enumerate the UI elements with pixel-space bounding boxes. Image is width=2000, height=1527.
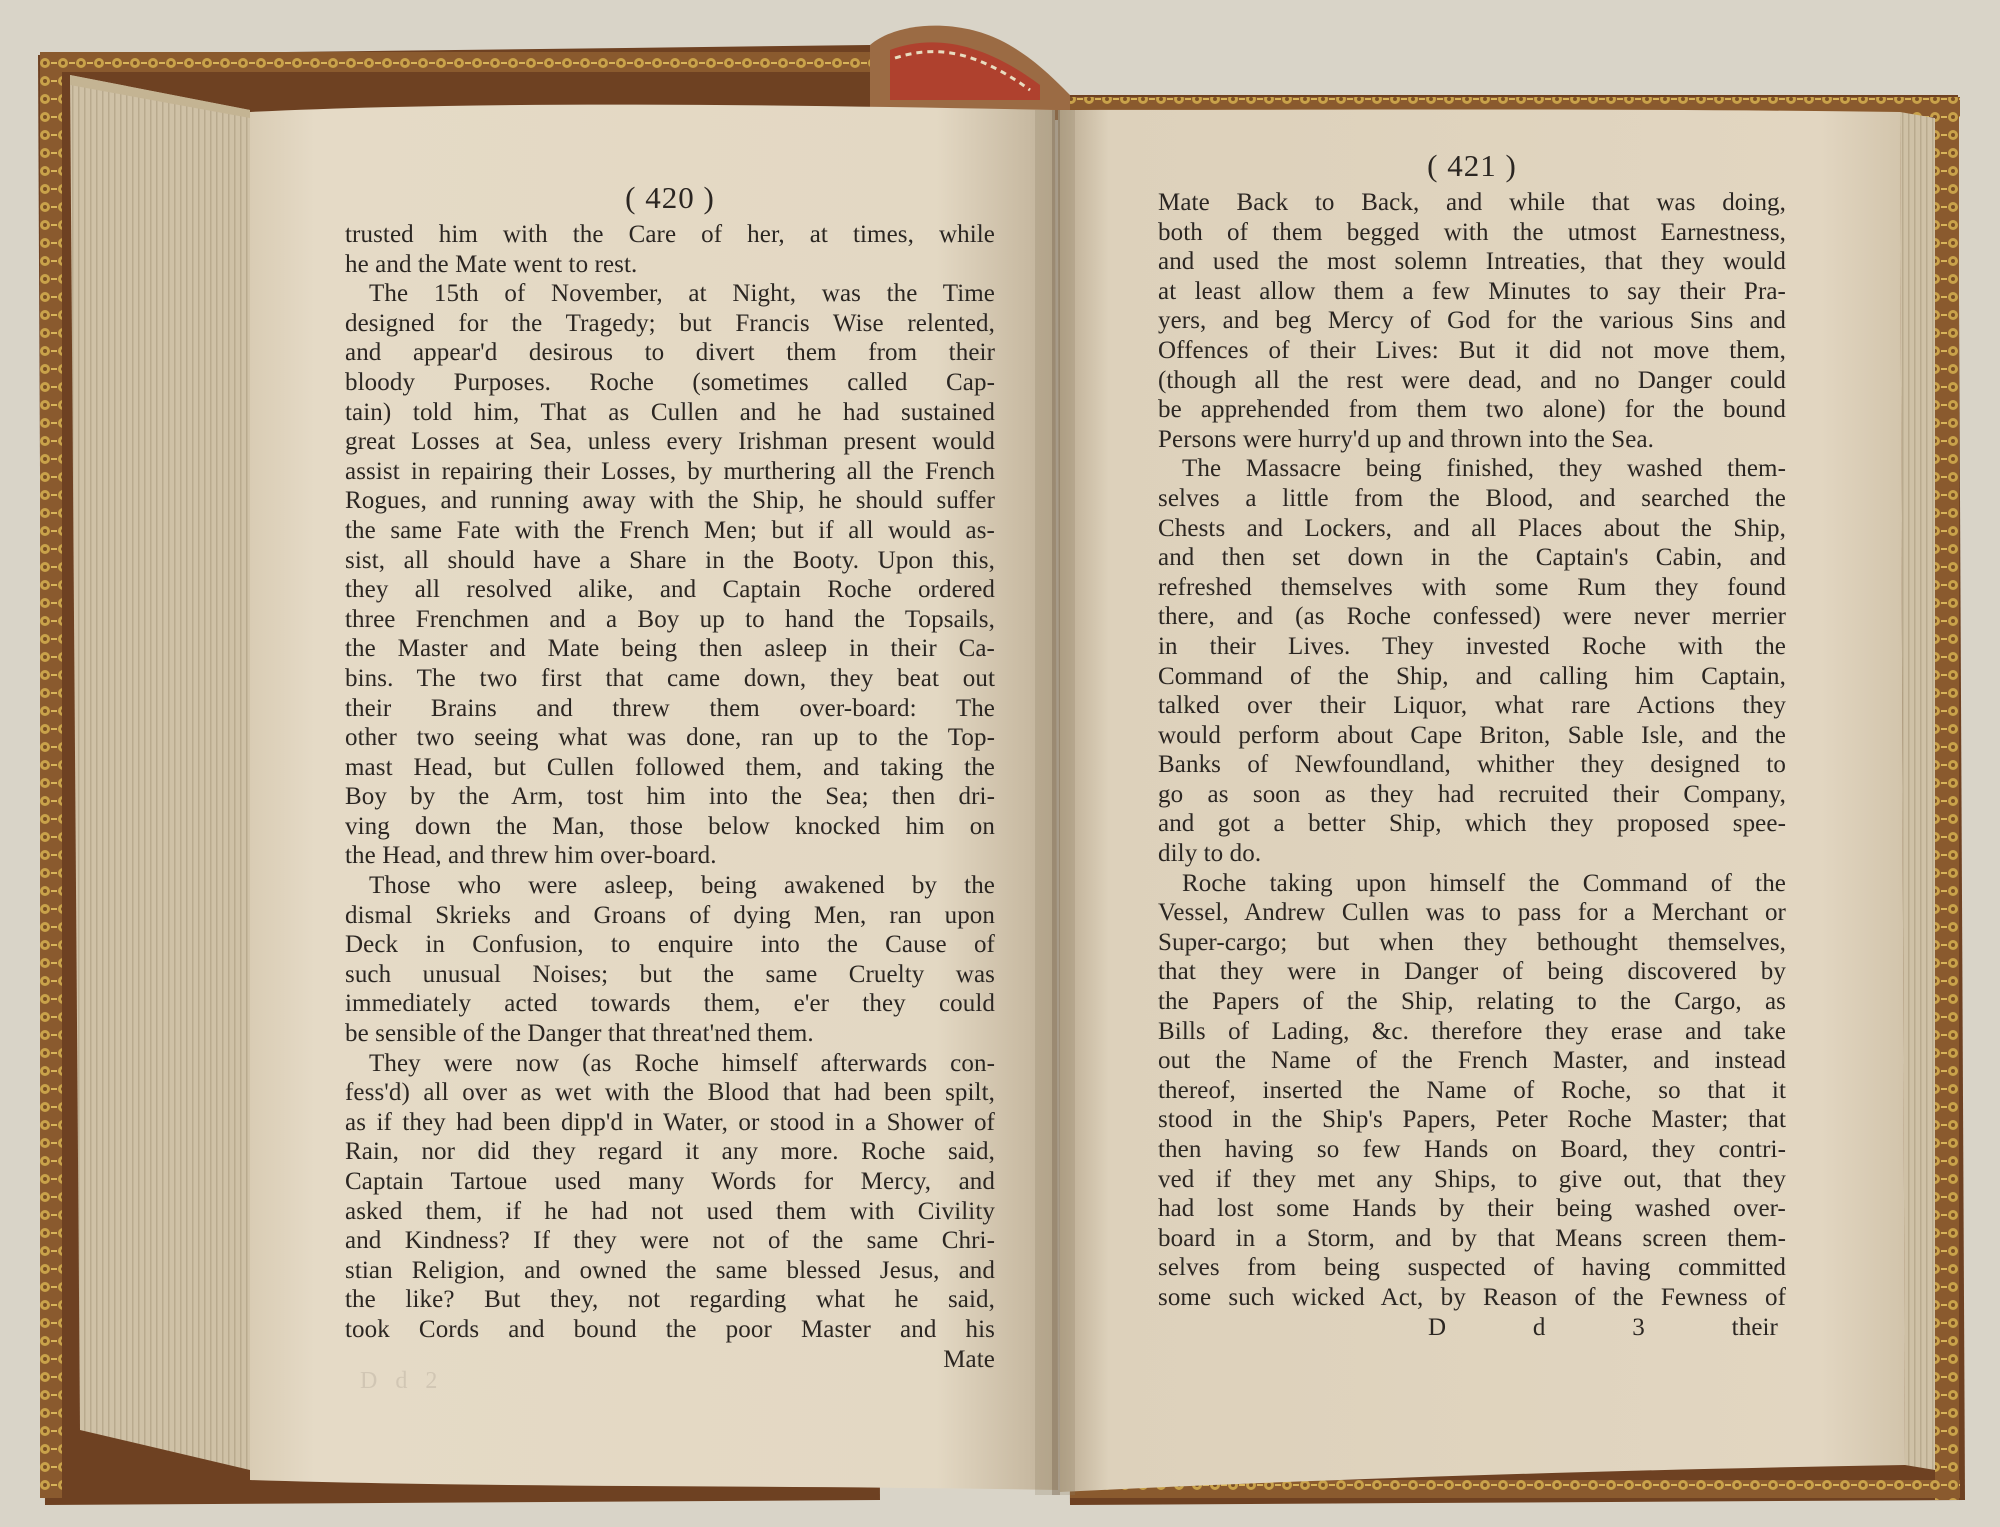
text-line: Rogues, and running away with the Ship, he should suffer bbox=[345, 487, 995, 515]
text-line: the same Fate with the French Men; but if all would as- bbox=[345, 516, 995, 544]
text-line: the like? But they, not regarding what he said, bbox=[345, 1286, 995, 1314]
text-line: Persons were hurry'd up and thrown into the Sea. bbox=[1158, 425, 1655, 453]
text-line: Offences of their Lives: But it did not move them, bbox=[1158, 336, 1786, 364]
text-line: and used the most solemn Intreaties, that they would bbox=[1158, 248, 1786, 276]
right-page bbox=[1158, 148, 1786, 1342]
text-line: Deck in Confusion, to enquire into the Cause of bbox=[345, 931, 995, 959]
text-line: out the Name of the French Master, and instead bbox=[1158, 1047, 1786, 1075]
text-line: ving down the Man, those below knocked him on bbox=[345, 812, 995, 840]
text-line: assist in repairing their Losses, by murthering all the French bbox=[345, 457, 995, 485]
text-line: tain) told him, That as Cullen and he had sustained bbox=[345, 398, 995, 426]
text-line: took Cords and bound the poor Master and his bbox=[345, 1315, 995, 1343]
catchword: their bbox=[1731, 1313, 1778, 1341]
text-line: dily to do. bbox=[1158, 840, 1262, 868]
text-line: as if they had been dipp'd in Water, or stood in a Shower of bbox=[345, 1108, 995, 1136]
text-line: stian Religion, and owned the same blessed Jesus, and bbox=[345, 1256, 995, 1284]
page-number: ( 421 ) bbox=[1427, 148, 1517, 183]
text-line: then having so few Hands on Board, they contri- bbox=[1158, 1136, 1786, 1163]
text-line: The 15th of November, at Night, was the Time bbox=[369, 280, 995, 308]
text-line: trusted him with the Care of her, at times, while bbox=[345, 221, 995, 248]
text-line: the Papers of the Ship, relating to the Cargo, as bbox=[1158, 988, 1786, 1016]
signature-mark: D d 3 bbox=[1428, 1313, 1645, 1341]
text-line: talked over their Liquor, what rare Actions they bbox=[1158, 692, 1786, 720]
text-line: Roche taking upon himself the Command of the bbox=[1182, 869, 1786, 897]
text-line: at least allow them a few Minutes to say their Pra- bbox=[1158, 277, 1786, 305]
text-line: The Massacre being finished, they washed them- bbox=[1182, 455, 1786, 483]
text-line: three Frenchmen and a Boy up to hand the Topsails, bbox=[345, 605, 995, 633]
text-line: and then set down in the Captain's Cabin, and bbox=[1158, 544, 1786, 572]
text-line: mast Head, but Cullen followed them, and taking the bbox=[345, 753, 995, 781]
text-line: Chests and Lockers, and all Places about the Ship, bbox=[1158, 514, 1786, 542]
text-line: be apprehended from them two alone) for the bound bbox=[1158, 396, 1786, 424]
text-line: Super-cargo; but when they bethought themselves, bbox=[1158, 928, 1786, 956]
text-line: Rain, nor did they regard it any more. Roche said, bbox=[345, 1138, 995, 1166]
text-line: Bills of Lading, &c. therefore they erase and take bbox=[1158, 1017, 1786, 1045]
text-line: immediately acted towards them, e'er they could bbox=[345, 990, 995, 1018]
text-line: Command of the Ship, and calling him Captain, bbox=[1158, 662, 1786, 690]
text-line: and got a better Ship, which they proposed spee- bbox=[1158, 810, 1786, 838]
text-line: sist, all should have a Share in the Booty. Upon this, bbox=[345, 546, 995, 574]
text-line: They were now (as Roche himself afterwards con- bbox=[369, 1049, 995, 1077]
text-line: be sensible of the Danger that threat'ned them. bbox=[345, 1020, 814, 1048]
left-page bbox=[345, 180, 995, 1374]
page-number: ( 420 ) bbox=[625, 180, 715, 215]
text-line: and Kindness? If they were not of the same Chri- bbox=[345, 1227, 995, 1255]
text-line: Mate Back to Back, and while that was doing, bbox=[1158, 189, 1786, 216]
text-line: asked them, if he had not used them with Civility bbox=[345, 1197, 995, 1225]
text-line: great Losses at Sea, unless every Irishman present would bbox=[345, 428, 995, 456]
catchword: Mate bbox=[943, 1345, 995, 1373]
text-line: and appear'd desirous to divert them from their bbox=[345, 339, 995, 367]
text-line: bloody Purposes. Roche (sometimes called Cap- bbox=[345, 368, 995, 396]
text-line: ved if they met any Ships, to give out, that they bbox=[1158, 1165, 1786, 1193]
text-line: the Head, and threw him over-board. bbox=[345, 842, 717, 870]
text-line: go as soon as they had recruited their Company, bbox=[1158, 780, 1786, 808]
text-line: yers, and beg Mercy of God for the various Sins and bbox=[1158, 307, 1786, 335]
text-line: had lost some Hands by their being washed over- bbox=[1158, 1195, 1786, 1223]
text-line: stood in the Ship's Papers, Peter Roche Master; that bbox=[1158, 1106, 1786, 1134]
text-line: fess'd) all over as wet with the Blood that had been spilt, bbox=[345, 1079, 995, 1107]
page-footer bbox=[1158, 1313, 1786, 1343]
text-line: selves a little from the Blood, and searched the bbox=[1158, 484, 1786, 512]
text-line: there, and (as Roche confessed) were never merrier bbox=[1158, 603, 1786, 631]
text-line: their Brains and threw them over-board: The bbox=[345, 694, 995, 722]
text-line: that they were in Danger of being discovered by bbox=[1158, 958, 1786, 986]
text-line: Vessel, Andrew Cullen was to pass for a Merchant or bbox=[1158, 899, 1786, 927]
text-line: such unusual Noises; but the same Cruelty was bbox=[345, 960, 995, 988]
text-line: the Master and Mate being then asleep in their Ca- bbox=[345, 635, 995, 663]
text-line: Those who were asleep, being awakened by the bbox=[369, 872, 995, 900]
text-line: bins. The two first that came down, they beat out bbox=[345, 664, 995, 692]
text-line: other two seeing what was done, ran up to the Top- bbox=[345, 724, 995, 752]
text-line: board in a Storm, and by that Means screen them- bbox=[1158, 1224, 1786, 1252]
text-line: would perform about Cape Briton, Sable Isle, and the bbox=[1158, 721, 1786, 749]
text-line: designed for the Tragedy; but Francis Wise relented, bbox=[345, 309, 995, 337]
text-line: in their Lives. They invested Roche with the bbox=[1158, 632, 1786, 660]
text-line: Boy by the Arm, tost him into the Sea; then dri- bbox=[345, 783, 995, 811]
text-line: refreshed themselves with some Rum they found bbox=[1158, 573, 1786, 601]
text-line: dismal Skrieks and Groans of dying Men, ran upon bbox=[345, 901, 995, 929]
text-line: selves from being suspected of having committed bbox=[1158, 1254, 1786, 1282]
text-line: Captain Tartoue used many Words for Mercy, and bbox=[345, 1168, 995, 1195]
text-line: (though all the rest were dead, and no Danger could bbox=[1158, 366, 1786, 394]
text-line: they all resolved alike, and Captain Roche ordered bbox=[345, 576, 995, 604]
show-through-text: D d 2 bbox=[360, 1368, 444, 1394]
text-line: both of them begged with the utmost Earnestness, bbox=[1158, 218, 1786, 246]
text-line: Banks of Newfoundland, whither they designed to bbox=[1158, 751, 1786, 779]
text-line: he and the Mate went to rest. bbox=[345, 250, 638, 278]
text-line: thereof, inserted the Name of Roche, so that it bbox=[1158, 1076, 1786, 1104]
text-line: some such wicked Act, by Reason of the Fewness of bbox=[1158, 1283, 1786, 1311]
